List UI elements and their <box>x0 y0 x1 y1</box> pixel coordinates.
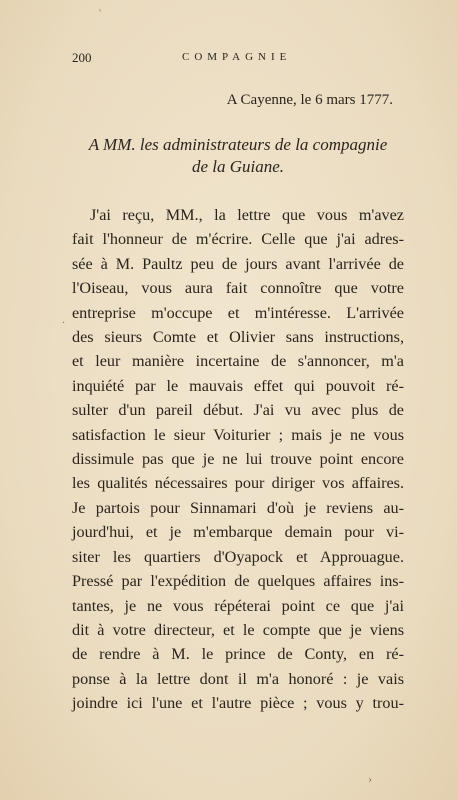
body-line: inquiété par le mauvais effet qui pouvoit ré- <box>72 376 404 395</box>
body-line: siter les quartiers d'Oyapock et Approuague. <box>72 547 404 566</box>
body-line: dit à votre directeur, et le compte que je viens <box>72 620 404 639</box>
body-line: entreprise m'occupe et m'intéresse. L'arrivée <box>72 303 404 322</box>
body-line: et leur manière incertaine de s'annoncer, m'a <box>72 352 404 371</box>
running-title: COMPAGNIE <box>182 51 292 63</box>
body-line: dissimule pas que je ne lui trouve point encore <box>72 450 404 469</box>
body-line: jourd'hui, et je m'embarque demain pour vi- <box>72 523 404 542</box>
letter-dateline: A Cayenne, le 6 mars 1777. <box>226 92 393 108</box>
body-line: Pressé par l'expédition de quelques affaires ins- <box>72 572 404 591</box>
body-line: les qualités nécessaires pour diriger vos affaires. <box>72 474 404 493</box>
salutation-line-2: de la Guiane. <box>191 157 285 176</box>
body-line: Je partois pour Sinnamari d'où je reviens au- <box>72 498 404 517</box>
letter-salutation <box>72 134 404 178</box>
paper-speck: › <box>368 775 372 786</box>
body-line: fait l'honneur de m'écrire. Celle que j'ai adres- <box>72 230 404 249</box>
body-line: de rendre à M. le prince de Conty, en ré- <box>72 645 404 664</box>
page-number: 200 <box>72 50 92 65</box>
paper-speck: · <box>62 318 66 329</box>
paper-speck: ` <box>98 10 103 21</box>
body-line: tantes, je ne vous répéterai point ce que j'ai <box>72 596 404 615</box>
body-line: sulter d'un pareil début. J'ai vu avec plus de <box>72 401 404 420</box>
body-line: l'Oiseau, vous aura fait connoître que votre <box>72 279 404 298</box>
body-line: des sieurs Comte et Olivier sans instructions, <box>72 328 404 347</box>
body-line: joindre ici l'une et l'autre pièce ; vous y trou- <box>72 694 404 713</box>
body-line: satisfaction le sieur Voiturier ; mais je ne vous <box>72 425 404 444</box>
body-line: sée à M. Paultz peu de jours avant l'arrivée de <box>72 254 404 273</box>
body-line: ponse à la lettre dont il m'a honoré : je vais <box>72 669 404 688</box>
body-line: J'ai reçu, MM., la lettre que vous m'avez <box>90 206 404 224</box>
salutation-line-1: A MM. les administrateurs de la compagnie <box>88 135 388 154</box>
letter-body <box>72 203 404 716</box>
